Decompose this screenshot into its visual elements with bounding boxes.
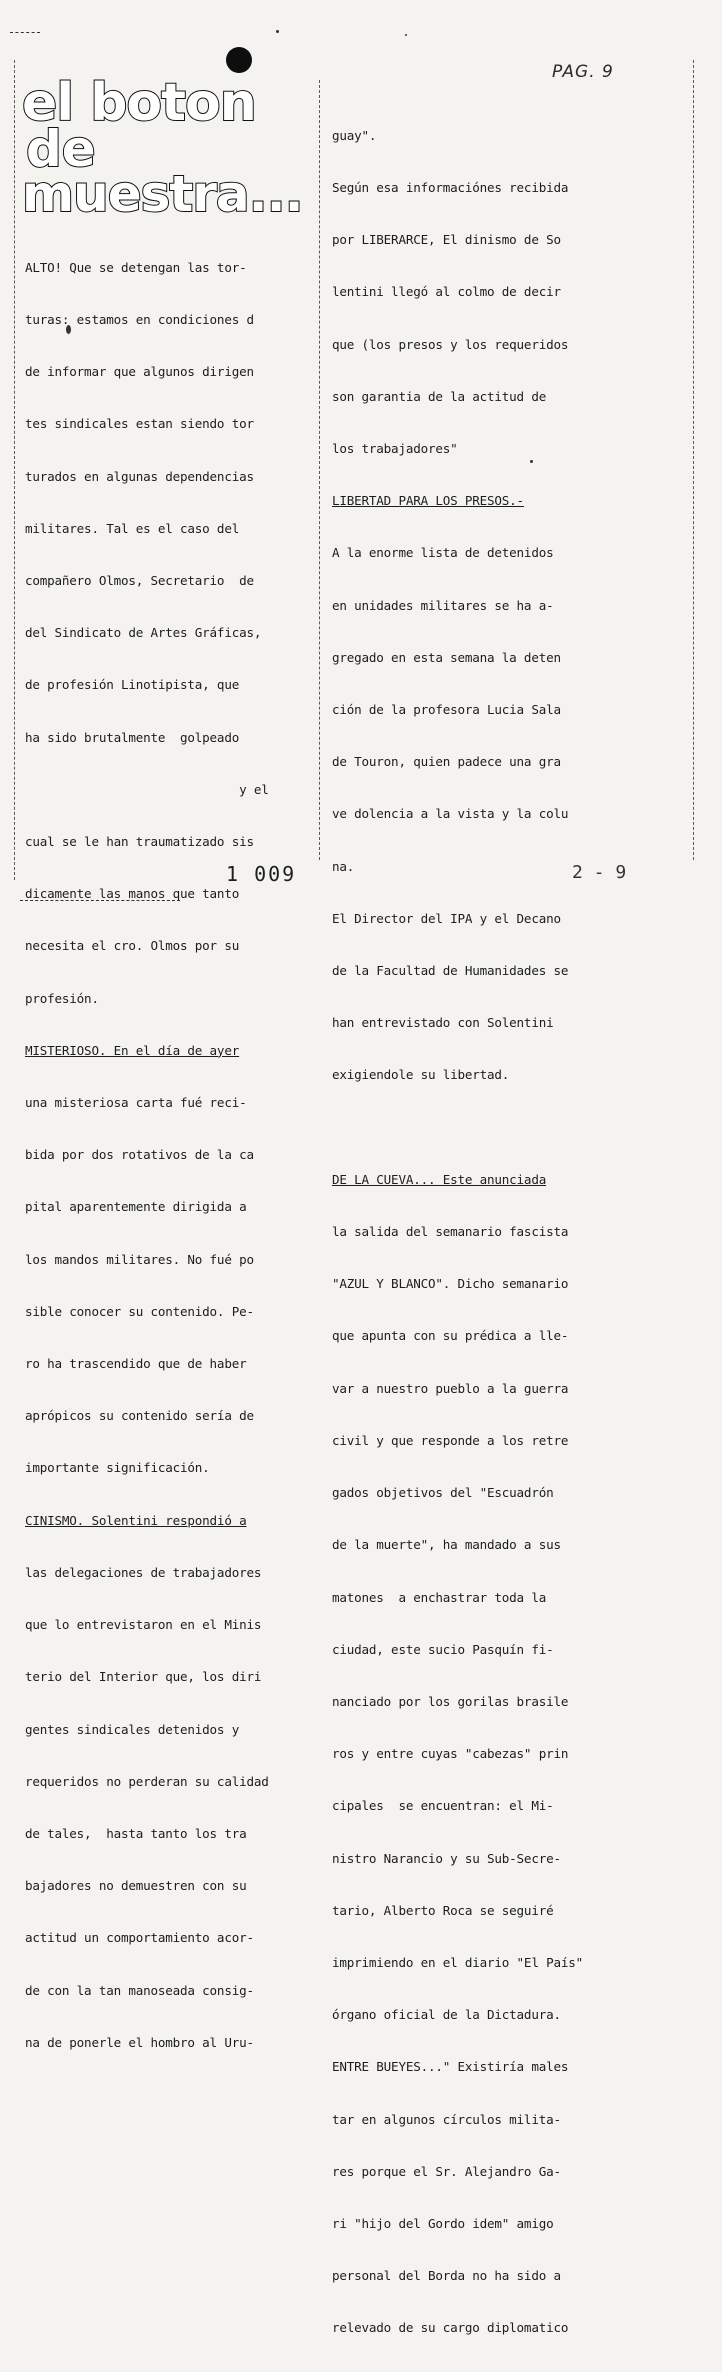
text-line: cipales se encuentran: el Mi- <box>332 1798 554 1814</box>
text-line: de tales, hasta tanto los tra <box>25 1825 247 1841</box>
text-line: lentini llegó al colmo de decir <box>332 284 561 300</box>
text-line: cual se le han traumatizado sis <box>25 834 254 850</box>
text-line: relevado de su cargo diplomatico <box>332 2320 569 2336</box>
text-line: tario, Alberto Roca se seguiré <box>332 1902 554 1918</box>
text-line: ro ha trascendido que de haber <box>25 1356 247 1372</box>
text-line: civil y que responde a los retre <box>332 1432 569 1448</box>
text-line: bajadores no demuestren con su <box>25 1878 247 1894</box>
left-margin-rule <box>14 60 15 880</box>
text-line: turas: estamos en condiciones d <box>25 312 254 328</box>
text-line: tar en algunos círculos milita- <box>332 2111 561 2127</box>
text-line: importante significación. <box>25 1460 210 1476</box>
text-line: Según esa informaciónes recibida <box>332 180 569 196</box>
text-line: var a nuestro pueblo a la guerra <box>332 1380 569 1396</box>
text-line: ALTO! Que se detengan las tor- <box>25 259 247 275</box>
text-line: gados objetivos del "Escuadrón <box>332 1485 554 1501</box>
text-line: tes sindicales estan siendo tor <box>25 416 254 432</box>
masthead-title <box>22 73 303 223</box>
text-line: sible conocer su contenido. Pe- <box>25 1303 254 1319</box>
masthead-line-3: muestra... <box>22 164 303 223</box>
left-column <box>25 224 313 2086</box>
punch-hole <box>226 47 252 73</box>
text-line: los mandos militares. No fué po <box>25 1251 254 1267</box>
scan-speck <box>405 34 407 36</box>
text-line: ha sido brutalmente golpeado <box>25 729 240 745</box>
text-line: órgano oficial de la Dictadura. <box>332 2007 561 2023</box>
text-line: matones a enchastrar toda la <box>332 1589 547 1605</box>
top-scan-rule <box>10 32 40 33</box>
text-line: actitud un comportamiento acor- <box>25 1930 254 1946</box>
text-line: que (los presos y los requeridos <box>332 336 569 352</box>
text-line: de informar que algunos dirigen <box>25 364 254 380</box>
text-line: imprimiendo en el diario "El País" <box>332 1954 583 1970</box>
text-line: los trabajadores" <box>332 441 458 457</box>
text-line-cinismo: CINISMO. Solentini respondió a <box>25 1512 247 1528</box>
text-line: en unidades militares se ha a- <box>332 597 554 613</box>
text-line: requeridos no perderan su calidad <box>25 1773 269 1789</box>
text-line: una misteriosa carta fué reci- <box>25 1095 247 1111</box>
text-line: "AZUL Y BLANCO". Dicho semanario <box>332 1276 569 1292</box>
text-line: nanciado por los gorilas brasile <box>332 1693 569 1709</box>
text-line: por LIBERARCE, El dinismo de So <box>332 232 561 248</box>
text-line: profesión. <box>25 990 99 1006</box>
text-line: que apunta con su prédica a lle- <box>332 1328 569 1344</box>
text-line-misterioso: MISTERIOSO. En el día de ayer <box>25 1042 240 1058</box>
text-line: necesita el cro. Olmos por su <box>25 938 240 954</box>
scan-speck <box>276 30 279 33</box>
text-line: na de ponerle el hombro al Uru- <box>25 2034 254 2050</box>
document-number: 1 009 <box>226 862 297 886</box>
text-line: exigiendole su libertad. <box>332 1067 510 1083</box>
text-line: militares. Tal es el caso del <box>25 520 240 536</box>
text-line: de la Facultad de Humanidades se <box>332 963 569 979</box>
text-line: ción de la profesora Lucia Sala <box>332 702 561 718</box>
text-line: del Sindicato de Artes Gráficas, <box>25 625 262 641</box>
text-line <box>332 1119 682 1136</box>
text-line: las delegaciones de trabajadores <box>25 1564 262 1580</box>
text-line: de con la tan manoseada consig- <box>25 1982 254 1998</box>
text-line: nistro Narancio y su Sub-Secre- <box>332 1850 561 1866</box>
text-line: gregado en esta semana la deten <box>332 649 561 665</box>
text-line: turados en algunas dependencias <box>25 468 254 484</box>
text-line: la salida del semanario fascista <box>332 1224 569 1240</box>
text-line-bueyes: ENTRE BUEYES..." Existiría males <box>332 2059 569 2075</box>
text-line: personal del Borda no ha sido a <box>332 2268 561 2284</box>
text-line: ve dolencia a la vista y la colu <box>332 806 569 822</box>
right-column <box>332 92 682 2372</box>
page-mark: 2 - 9 <box>572 862 627 883</box>
text-line: ciudad, este sucio Pasquín fi- <box>332 1641 554 1657</box>
text-line: de profesión Linotipista, que <box>25 677 240 693</box>
text-line: ros y entre cuyas "cabezas" prin <box>332 1746 569 1762</box>
text-line: ri "hijo del Gordo idem" amigo <box>332 2215 554 2231</box>
text-line: bida por dos rotativos de la ca <box>25 1147 254 1163</box>
text-line: terio del Interior que, los diri <box>25 1669 262 1685</box>
column-divider <box>319 80 320 860</box>
text-line: aprópicos su contenido sería de <box>25 1408 254 1424</box>
text-line: de Touron, quien padece una gra <box>332 754 561 770</box>
page-number-label: PAG. 9 <box>552 62 614 82</box>
text-line: pital aparentemente dirigida a <box>25 1199 247 1215</box>
masthead-line-1: el boton <box>22 73 256 133</box>
text-line: compañero Olmos, Secretario de <box>25 573 254 589</box>
text-line: A la enorme lista de detenidos <box>332 545 554 561</box>
text-line: na. <box>332 858 355 874</box>
text-line: El Director del IPA y el Decano <box>332 910 561 926</box>
text-line: y el <box>25 781 269 797</box>
right-margin-rule <box>693 60 694 860</box>
text-line: gentes sindicales detenidos y <box>25 1721 240 1737</box>
text-line: res porque el Sr. Alejandro Ga- <box>332 2163 561 2179</box>
text-line: que lo entrevistaron en el Minis <box>25 1617 262 1633</box>
text-line-cueva: DE LA CUEVA... Este anunciada <box>332 1171 547 1187</box>
text-line: han entrevistado con Solentini <box>332 1015 554 1031</box>
text-line: de la muerte", ha mandado a sus <box>332 1537 561 1553</box>
text-line: dicamente las manos que tanto <box>25 886 240 902</box>
text-line: son garantia de la actitud de <box>332 388 547 404</box>
text-line-libertad: LIBERTAD PARA LOS PRESOS.- <box>332 493 524 509</box>
masthead-line-2: de <box>26 119 96 178</box>
text-line: guay". <box>332 127 377 143</box>
